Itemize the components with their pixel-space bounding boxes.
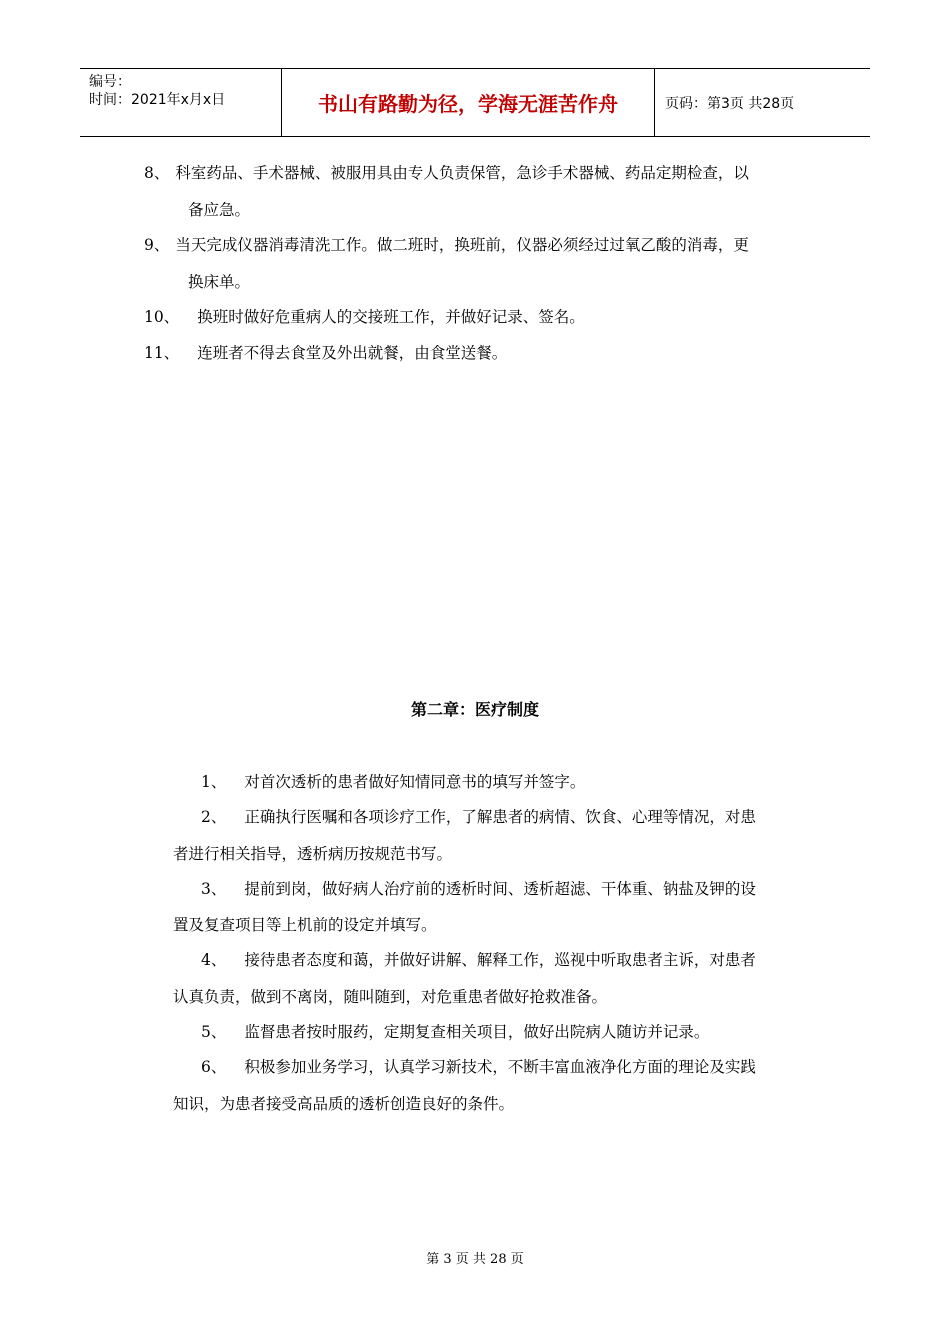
chapter-rule-1 [201,770,585,792]
date-label: 时间：2021年x月x日 [89,92,226,108]
rule-number: 6、 [201,1058,227,1076]
chapter-title: 第二章：医疗制度 [410,700,539,719]
rule-number: 8、 [144,164,170,182]
chapter-rule-3 [201,877,756,899]
chapter-rule-4-continuation: 认真负责，做到不离岗，随叫随到，对危重患者做好抢救准备。 [173,988,608,1006]
rule-text: 对首次透析的患者做好知情同意书的填写并签字。 [244,773,586,791]
header-motto: 书山有路勤为径，学海无涯苦作舟 [281,69,655,136]
chapter-rule-5 [201,1020,709,1042]
rule-number: 2、 [201,808,227,826]
chapter-rule-2 [201,805,756,827]
rule-text: 接待患者态度和蔼，并做好讲解、解释工作，巡视中听取患者主诉，对患者 [244,951,756,969]
rule-number: 5、 [201,1023,227,1041]
rule-text: 连班者不得去食堂及外出就餐，由食堂送餐。 [197,344,508,362]
page-header [80,68,870,137]
rule-8-continuation: 备应急。 [188,201,251,219]
rule-text: 科室药品、手术器械、被服用具由专人负责保管，急诊手术器械、药品定期检查，以 [175,164,749,182]
rule-number: 10、 [144,308,180,326]
rule-10 [144,305,585,327]
rule-number: 1、 [201,773,227,791]
rule-number: 11、 [144,344,180,362]
rule-number: 4、 [201,951,227,969]
rule-text: 积极参加业务学习，认真学习新技术，不断丰富血液净化方面的理论及实践 [244,1058,756,1076]
chapter-rule-3-continuation: 置及复查项目等上机前的设定并填写。 [173,916,437,934]
rule-text: 监督患者按时服药，定期复查相关项目，做好出院病人随访并记录。 [244,1023,710,1041]
chapter-rule-2-continuation: 者进行相关指导，透析病历按规范书写。 [173,845,453,863]
rule-number: 9、 [144,236,170,254]
header-page-info: 页码：第3页 共28页 [665,95,795,112]
rule-text: 提前到岗，做好病人治疗前的透析时间、透析超滤、干体重、钠盐及钾的设 [244,880,756,898]
rule-text: 正确执行医嘱和各项诊疗工作，了解患者的病情、饮食、心理等情况，对患 [244,808,756,826]
page-footer: 第 3 页 共 28 页 [426,1252,524,1267]
rule-text: 换班时做好危重病人的交接班工作，并做好记录、签名。 [197,308,585,326]
rule-11 [144,341,507,363]
rule-9 [144,233,749,255]
rule-number: 3、 [201,880,227,898]
serial-number-label: 编号： [89,74,131,90]
rule-9-continuation: 换床单。 [188,273,251,291]
chapter-rule-6-continuation: 知识，为患者接受高品质的透析创造良好的条件。 [173,1095,515,1113]
rule-8 [144,161,749,183]
rule-text: 当天完成仪器消毒清洗工作。做二班时，换班前，仪器必须经过过氧乙酸的消毒，更 [175,236,749,254]
chapter-rule-4 [201,948,756,970]
header-meta [80,69,281,136]
chapter-rule-6 [201,1055,756,1077]
